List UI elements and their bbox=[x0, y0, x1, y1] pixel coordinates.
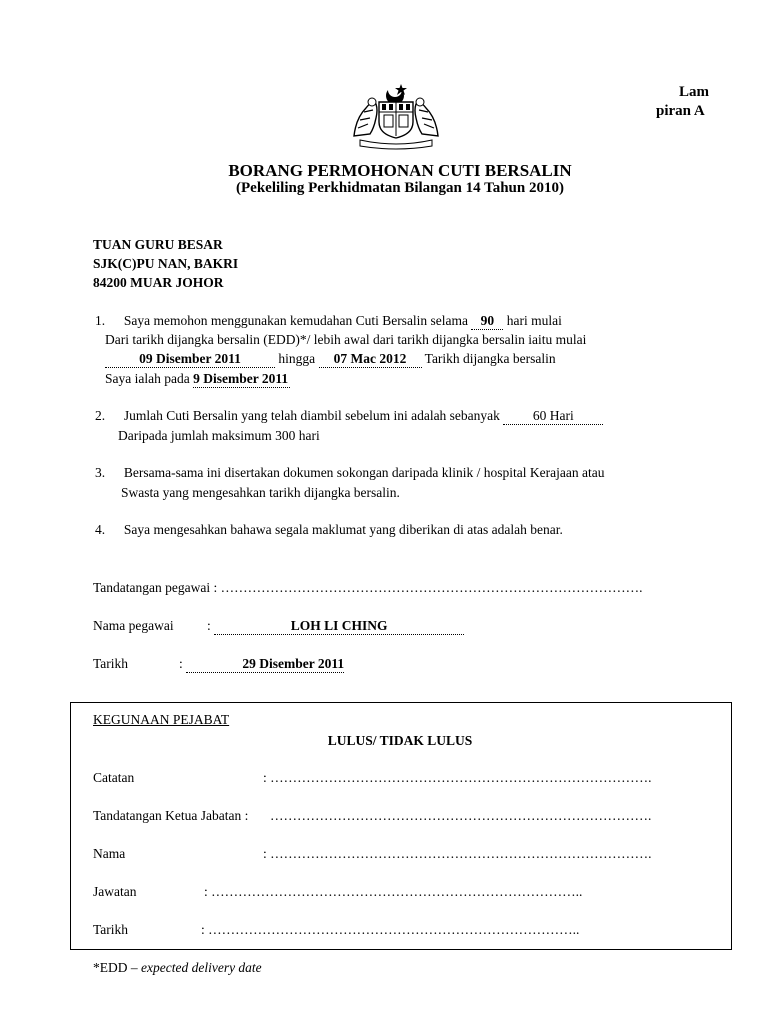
office-use-heading: KEGUNAAN PEJABAT bbox=[93, 712, 230, 727]
lampiran-line2: piran A bbox=[656, 103, 705, 119]
leave-start-date: 09 Disember 2011 bbox=[105, 351, 275, 368]
ketua-dots: …………………………………………………………………………. bbox=[270, 808, 652, 823]
leave-days-value: 90 bbox=[471, 313, 503, 330]
footnote bbox=[93, 960, 262, 976]
item3-number: 3. bbox=[95, 465, 106, 480]
ketua-label: Tandatangan Ketua Jabatan : bbox=[93, 808, 249, 823]
signature-dots: …………………………………………………………………………………. bbox=[220, 580, 643, 595]
officer-name-colon: : bbox=[207, 618, 211, 633]
page-title: BORANG PERMOHONAN CUTI BERSALIN bbox=[228, 161, 572, 180]
item1-line3-tail: Tarikh dijangka bersalin bbox=[424, 351, 556, 366]
footnote-prefix: *EDD – bbox=[93, 960, 141, 975]
jawatan-dots: : ……………………………………………………………………….. bbox=[204, 884, 583, 899]
item4-line1 bbox=[95, 522, 563, 538]
page-subtitle: (Pekeliling Perkhidmatan Bilangan 14 Tahun 2010) bbox=[236, 180, 564, 196]
officer-name-row bbox=[93, 618, 464, 635]
item3-line1 bbox=[95, 465, 604, 481]
catatan-label: Catatan bbox=[93, 770, 135, 785]
coat-of-arms-crest bbox=[346, 80, 446, 150]
item2-number: 2. bbox=[95, 408, 106, 423]
officer-date-label: Tarikh bbox=[93, 656, 129, 671]
signature-row bbox=[93, 580, 643, 596]
item4-text: Saya mengesahkan bahawa segala maklumat yang diberikan di atas adalah benar. bbox=[123, 522, 563, 537]
item1-line1 bbox=[95, 313, 562, 330]
item2-line1 bbox=[95, 408, 603, 425]
tarikh-label: Tarikh bbox=[93, 922, 129, 937]
officer-name-value: LOH LI CHING bbox=[214, 618, 464, 635]
catatan-dots: : …………………………………………………………………………. bbox=[263, 770, 652, 785]
officer-date-colon: : bbox=[179, 656, 183, 671]
item2-text: Jumlah Cuti Bersalin yang telah diambil sebelum ini adalah sebanyak bbox=[123, 408, 500, 423]
officer-date-value: 29 Disember 2011 bbox=[186, 656, 344, 673]
approval-status: LULUS/ TIDAK LULUS bbox=[327, 733, 473, 748]
officer-date-row bbox=[93, 656, 344, 673]
tarikh-dots: : ……………………………………………………………………….. bbox=[201, 922, 580, 937]
signature-label: Tandatangan pegawai : bbox=[93, 580, 218, 595]
officer-name-label: Nama pegawai bbox=[93, 618, 174, 633]
address-line2: SJK(C)PU NAN, BAKRI bbox=[93, 256, 239, 271]
item1-line3 bbox=[105, 351, 556, 368]
item4-number: 4. bbox=[95, 522, 106, 537]
item1-hingga: hingga bbox=[278, 351, 316, 366]
item1-text-b: hari mulai bbox=[506, 313, 562, 328]
lampiran-line1: Lam bbox=[679, 84, 709, 100]
item1-line2: Dari tarikh dijangka bersalin (EDD)*/ lebih awal dari tarikh dijangka bersalin iaitu mulai bbox=[105, 332, 587, 347]
address-line3: 84200 MUAR JOHOR bbox=[93, 275, 224, 290]
item3-text: Bersama-sama ini disertakan dokumen sokongan daripada klinik / hospital Kerajaan atau bbox=[123, 465, 605, 480]
previous-leave-value: 60 Hari bbox=[503, 408, 603, 425]
nama-label: Nama bbox=[93, 846, 126, 861]
item2-line2: Daripada jumlah maksimum 300 hari bbox=[118, 428, 320, 443]
item1-line4 bbox=[105, 371, 290, 388]
item1-text-a: Saya memohon menggunakan kemudahan Cuti Bersalin selama bbox=[123, 313, 469, 328]
item1-number: 1. bbox=[95, 313, 106, 328]
footnote-text: expected delivery date bbox=[141, 960, 262, 975]
nama-dots: : …………………………………………………………………………. bbox=[263, 846, 652, 861]
item3-line2: Swasta yang mengesahkan tarikh dijangka bersalin. bbox=[121, 485, 400, 500]
jawatan-label: Jawatan bbox=[93, 884, 137, 899]
edd-date: 9 Disember 2011 bbox=[193, 371, 289, 386]
item1-line4-a: Saya ialah pada bbox=[105, 371, 190, 386]
address-line1: TUAN GURU BESAR bbox=[93, 237, 223, 252]
leave-end-date: 07 Mac 2012 bbox=[319, 351, 422, 368]
